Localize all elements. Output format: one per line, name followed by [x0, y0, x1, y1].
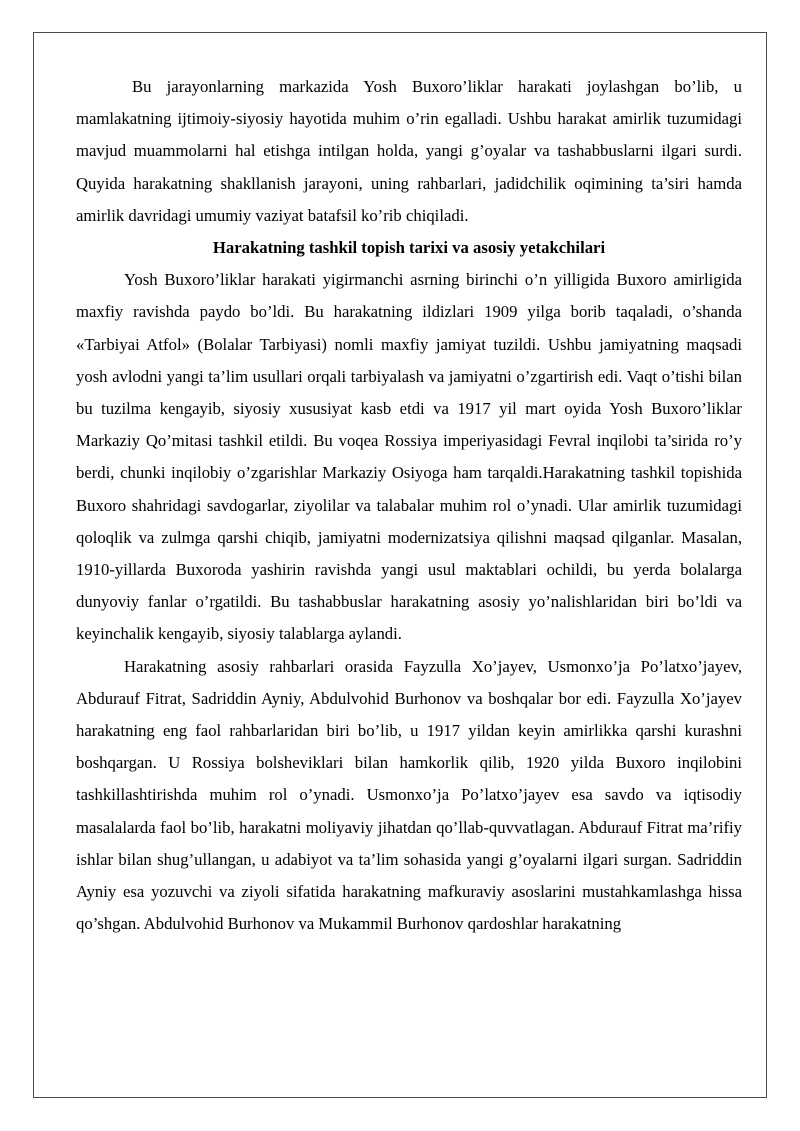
- paragraph-leaders: Harakatning asosiy rahbarlari orasida Fayzulla Xo’jayev, Usmonxo’ja Po’latxo’jayev, Abdurauf Fitrat, Sadriddin Ayniy, Abdulvohid Burhonov va boshqalar bor edi. Fayzulla Xo’jayev harakatning eng faol rahbarlaridan biri bo’lib, u 1917 yildan keyin amirlikka qarshi kurashni boshqargan. U Rossiya bolsheviklari bilan hamkorlik qilib, 1920 yilda Buxoro inqilobini tashkillashtirishda muhim rol o’ynadi. Usmonxo’ja Po’latxo’jayev esa savdo va iqtisodiy masalalarda faol bo’lib, harakatni moliyaviy jihatdan qo’llab-quvvatlagan. Abdurauf Fitrat ma’rifiy ishlar bilan shug’ullangan, u adabiyot va ta’lim sohasida yangi g’oyalarni ilgari surgan. Sadriddin Ayniy esa yozuvchi va ziyoli sifatida harakatning mafkuraviy asoslarini mustahkamlashga hissa qo’shgan. Abdulvohid Burhonov va Mukammil Burhonov qardoshlar harakatning: [76, 656, 742, 934]
- section-heading: Harakatning tashkil topish tarixi va asosiy yetakchilari: [212, 238, 606, 258]
- document-body: [76, 71, 742, 940]
- intro-paragraph: Bu jarayonlarning markazida Yosh Buxoro’liklar harakati joylashgan bo’lib, u mamlakatning ijtimoiy-siyosiy hayotida muhim o’rin egalladi. Ushbu harakat amirlik tuzumidagi mavjud muammolarni hal etishga intilgan holda, yangi g’oyalar va tashabbuslarni ilgari surdi. Quyida harakatning shakllanish jarayoni, uning rahbarlari, jadidchilik oqimining ta’siri hamda amirlik davridagi umumiy vaziyat batafsil ko’rib chiqiladi.: [76, 77, 742, 225]
- paragraph-history: Yosh Buxoro’liklar harakati yigirmanchi asrning birinchi o’n yilligida Buxoro amirligida maxfiy ravishda paydo bo’ldi. Bu harakatning ildizlari 1909 yilga borib taqaladi, o’shanda «Tarbiyai Atfol» (Bolalar Tarbiyasi) nomli maxfiy jamiyat tuzildi. Ushbu jamiyatning maqsadi yosh avlodni yangi ta’lim usullari orqali tarbiyalash va jamiyatni o’zgartirish edi. Vaqt o’tishi bilan bu tuzilma kengayib, siyosiy xususiyat kasb etdi va 1917 yil mart oyida Yosh Buxoro’liklar Markaziy Qo’mitasi tashkil etildi. Bu voqea Rossiya imperiyasidagi Fevral inqilobi ta’sirida ro’y berdi, chunki inqilobiy o’zgarishlar Markaziy Osiyoga ham tarqaldi.Harakatning tashkil topishida Buxoro shahridagi savdogarlar, ziyolilar va talabalar muhim rol o’ynadi. Ular amirlik tuzumidagi qoloqlik va zulmga qarshi chiqib, jamiyatni modernizatsiya qilishni maqsad qilganlar. Masalan, 1910-yillarda Buxoroda yashirin ravishda yangi usul maktablari ochildi, bu yerda bolalarga dunyoviy fanlar o’rgatildi. Bu tashabbuslar harakatning asosiy yo’nalishlaridan biri bo’ldi va keyinchalik kengayib, siyosiy talablarga aylandi.: [76, 270, 742, 644]
